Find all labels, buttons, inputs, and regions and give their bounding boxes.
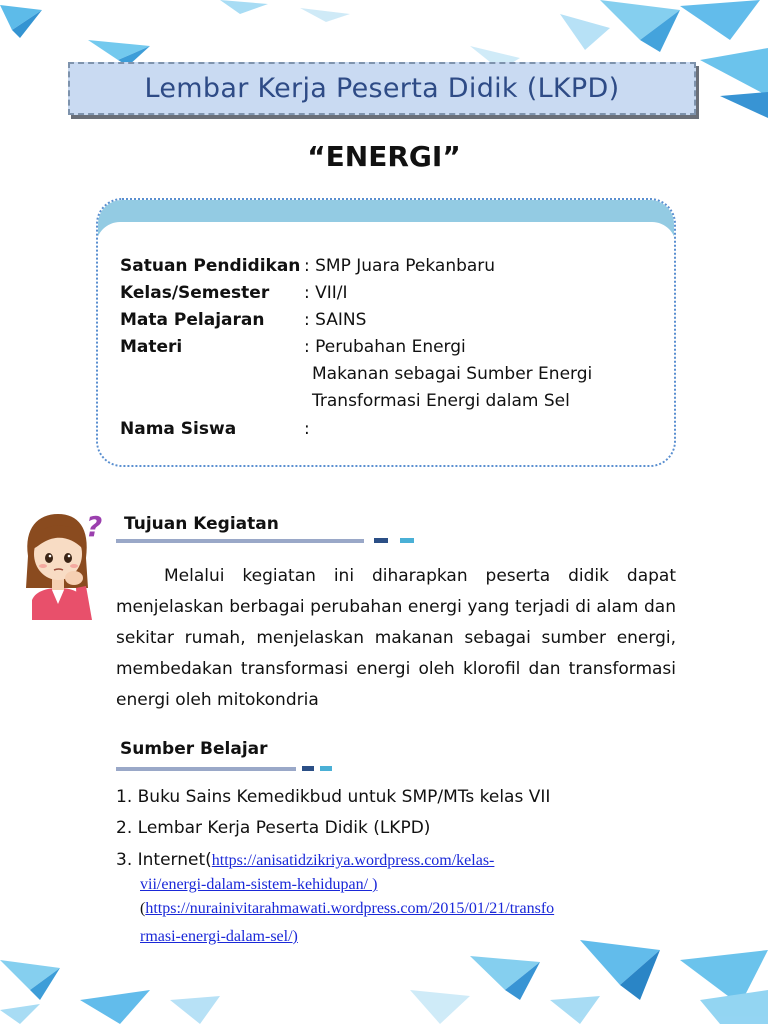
reference-link[interactable]: vii/energi-dalam-sistem-kehidupan/ ) xyxy=(140,876,378,893)
divider-square-dark xyxy=(302,766,314,771)
info-value: : xyxy=(304,419,310,439)
section-title-tujuan: Tujuan Kegiatan xyxy=(124,514,279,534)
reference-number: 2. xyxy=(116,818,133,838)
section-title-sumber: Sumber Belajar xyxy=(120,739,268,759)
reference-link-line xyxy=(140,874,377,894)
reference-link-line xyxy=(140,900,554,918)
tujuan-text: Melalui kegiatan ini diharapkan peserta didik dapat menjelaskan berbagai perubahan energi yang terjadi di alam dan sekitar rumah, menjelaskan makanan sebagai sumber energi, membedakan transformasi energi oleh klorofil dan transformasi energi oleh mitokondria xyxy=(116,566,676,710)
reference-item xyxy=(116,813,430,844)
info-value: : VII/I xyxy=(304,283,348,303)
reference-number: 1. xyxy=(116,787,133,807)
info-value: : SAINS xyxy=(304,310,367,330)
document-title: Lembar Kerja Peserta Didik (LKPD) xyxy=(144,73,620,104)
tujuan-paragraph xyxy=(116,561,676,716)
reference-link-line xyxy=(140,926,298,946)
divider-square-light xyxy=(320,766,332,771)
reference-link[interactable]: rmasi-energi-dalam-sel/) xyxy=(140,928,298,945)
info-label: Kelas/Semester xyxy=(120,283,270,303)
materi-item: Makanan sebagai Sumber Energi xyxy=(312,364,593,384)
info-label: Materi xyxy=(120,337,183,357)
reference-text: Lembar Kerja Peserta Didik (LKPD) xyxy=(137,818,431,838)
info-value: : Perubahan Energi xyxy=(304,337,466,357)
document-header xyxy=(68,62,696,115)
link-open-paren: ( xyxy=(140,900,146,917)
divider-square-dark xyxy=(374,538,388,543)
reference-text: Internet( xyxy=(137,850,212,870)
reference-item xyxy=(116,782,550,813)
materi-item: Transformasi Energi dalam Sel xyxy=(312,391,570,411)
reference-link[interactable]: https://anisatidzikriya.wordpress.com/kelas- xyxy=(211,852,495,869)
reference-item xyxy=(116,845,494,876)
reference-text: Buku Sains Kemedikbud untuk SMP/MTs kelas VII xyxy=(137,787,551,807)
question-mark-icon: ? xyxy=(86,510,103,543)
section-divider xyxy=(116,539,364,543)
reference-link[interactable]: https://nurainivitarahmawati.wordpress.com/2015/01/21/transfo xyxy=(145,900,555,917)
reference-number: 3. xyxy=(116,850,133,870)
info-label: Nama Siswa xyxy=(120,419,237,439)
info-value: : SMP Juara Pekanbaru xyxy=(304,256,496,276)
section-divider xyxy=(116,767,296,771)
subject-title: “ENERGI” xyxy=(307,140,461,173)
info-label: Mata Pelajaran xyxy=(120,310,265,330)
divider-square-light xyxy=(400,538,414,543)
info-label: Satuan Pendidikan xyxy=(120,256,301,276)
